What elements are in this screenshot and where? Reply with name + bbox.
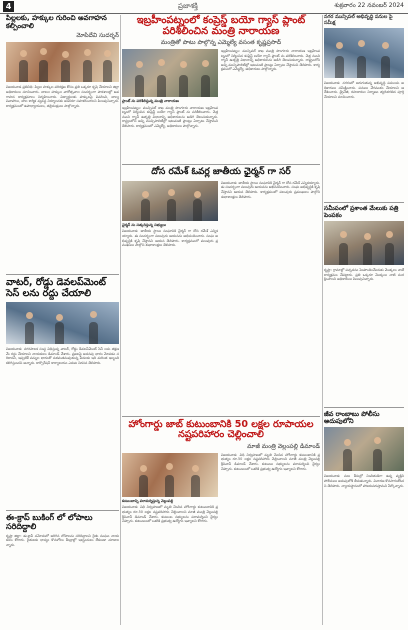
photo-caption: ఛైర్మన్ ను సత్కరిస్తున్న సభ్యులు [122, 222, 167, 227]
lead-subhead: మంత్రితో పాటు పాల్గొన్న ఎమ్మెల్యే వసంత కృష్ణప్రసాద్ [160, 39, 282, 46]
story-body-continued: విజయవాడ: జాతీయ స్థాయి సంఘానికి ఛైర్మన్ గా దోస రమేశ్ ఎన్నికయ్యారు. ఈ సందర్భంగా పలువురు ఆయనను అభినందించారు. సంఘ అభివృద్ధికి కృషి చేస్తానని ఆయన తెలిపారు. కార్యక్రమంలో పలువురు ప్రముఖులు పాల్గొని శుభాకాంక్షలు తెలిపారు. [221, 180, 320, 199]
story-body: విజయవాడ ప్రతినిధి: పిల్లల హక్కుల పరిరక్షణ కోసం ప్రతి ఒక్కరూ కృషి చేయాలని జిల్లా అధికారులు సూచించారు. బాలల హక్కుల వారోత్సవాల సందర్భంగా పాఠశాలల్లో అవగాహన కార్యక్రమాలు నిర్వహించారు. విద్యార్థులకు హక్కులపై వివరించి, బాల్య వివాహాలు, బాల కార్మిక వ్యవస్థ నిర్మూలనకు అందరూ సహకరించాలని పిలుపునిచ్చారు. కార్యక్రమంలో ఉపాధ్యాయులు, తల్లిదండ్రులు పాల్గొన్నారు. [6, 85, 119, 108]
news-photo [324, 427, 404, 471]
story-body: విజయవాడ: విధి నిర్వహణలో మృతి చెందిన హోంగార్డు కుటుంబానికి ప్రభుత్వం రూ.50 లక్షల నష్టపరిహారం చెల్లించాలని మాజీ మంత్రి వెల్లంపల్లి శ్రీనివాస్ డిమాండ్ చేశారు. కుటుంబ సభ్యులను పరామర్శించి ధైర్యం చెప్పారు. కుటుంబంలో ఒకరికి ప్రభుత్వ ఉద్యోగం ఇవ్వాలని కోరారు. [122, 505, 218, 524]
page-number: 4 [3, 1, 14, 12]
column-divider [322, 15, 323, 625]
story-body: విజయవాడ: పలు కేసుల్లో నిందితుడిగా ఉన్న వ్యక్తిని పోలీసులు అదుపులోకి తీసుకున్నారు. విచారణ కొనసాగుతోందని తెలిపారు. న్యాయస్థానంలో హాజరుపరుస్తామని పేర్కొన్నారు. [324, 474, 404, 488]
story-headline: వాటర్, రోడ్డు డెవలప్‌మెంట్ సెస్ లను రద్దు చేయాలి [6, 277, 106, 299]
story-body-continued: ఇబ్రహీంపట్నం: మున్సిపల్ శాఖ మంత్రి పొంగూరు నారాయణ ఇబ్రహీంపట్నంలో నిర్మించిన కంప్రెస్డ్ బయో గ్యాస్ ప్లాంట్ ను పరిశీలించారు. చెత్త నుంచి గ్యాస్ ఉత్పత్తి విధానాన్ని అధికారులను అడిగి తెలుసుకున్నారు. రాష్ట్రంలోని అన్ని మున్సిపాలిటీల్లో ఇటువంటి ప్లాంట్లు ఏర్పాటు చేస్తామని తెలిపారు. కార్యక్రమంలో ఎమ్మెల్యే, అధికారులు పాల్గొన్నారు. [221, 49, 320, 72]
news-photo [122, 49, 218, 97]
story-body: విజయవాడ: నగరపాలక సంస్థ విధిస్తున్న వాటర్, రోడ్డు డెవలప్‌మెంట్ సెస్ లను తక్షణమే రద్దు చేయాలని నాయకులు డిమాండ్ చేశారు. ప్రజలపై అదనపు భారం మోపడం సరికాదని, ఇప్పటికే పన్నుల భారంతో సతమతమవుతున్న పేదలకు ఇది మరింత ఇబ్బంది కలిగిస్తుందని అన్నారు. కార్పొరేషన్ కార్యాలయం ఎదుట నిరసన తెలిపారు. [6, 347, 119, 366]
dateline: శుక్రవారం 22 నవంబర్ 2024 [334, 2, 404, 9]
page-header [0, 0, 408, 14]
story-headline: ఈ-క్రాప్ బుకింగ్ లో లోపాలు సరిదిద్దాలి [6, 513, 93, 532]
story-subhead: మాజీ మంత్రి వెల్లంపల్లి డిమాండ్ [247, 442, 320, 450]
column-divider [120, 15, 121, 625]
story-headline: సమీపంలో ప్రశాంత మేలుకు పత్రి పెంపకం [324, 205, 399, 219]
story-body-continued: విజయవాడ: విధి నిర్వహణలో మృతి చెందిన హోంగార్డు కుటుంబానికి ప్రభుత్వం రూ.50 లక్షల నష్టపరిహారం చెల్లించాలని మాజీ మంత్రి వెల్లంపల్లి శ్రీనివాస్ డిమాండ్ చేశారు. కుటుంబ సభ్యులను పరామర్శించి ధైర్యం చెప్పారు. కుటుంబంలో ఒకరికి ప్రభుత్వ ఉద్యోగం ఇవ్వాలని కోరారు. [221, 452, 320, 471]
story-body: కృష్ణా జిల్లా: ఈ-క్రాప్ నమోదులో జరిగిన లోపాలను సరిదిద్దాలని రైతు సంఘం నాయకులు కోరారు. రైతులకు ధాన్యం కొనుగోలు కేంద్రాల్లో ఇబ్బందులు లేకుండా చూడాలన్నారు. [6, 533, 119, 548]
middle-column [122, 15, 320, 577]
news-photo [324, 221, 404, 265]
story-headline: పిల్లలకు, హక్కుల గురించి అవగాహన కల్పించాలి [6, 14, 107, 30]
story-banner: నగర మున్సిపల్ అభివృద్ధి పనుల పై సమీక్ష [324, 14, 393, 26]
story-body: కృష్ణా: గ్రామాల్లో పచ్చదనం పెంపొందించేందుకు మొక్కలు నాటే కార్యక్రమం చేపట్టారు. ప్రతి ఒక్కరూ మొక్కలు నాటి సంరక్షించాలని అధికారులు పిలుపునిచ్చారు. [324, 268, 404, 282]
news-photo [6, 302, 119, 344]
story-headline: జీవ రాంబాబు పోలీసు అదుపులోని [324, 410, 380, 426]
story-byline: మోపిదేవి సుదర్శన్ [76, 32, 119, 40]
news-photo [122, 181, 218, 221]
story-body: విజయవాడ: నగరంలో జరుగుతున్న అభివృద్ధి పనులను అధికారులు సమీక్షించారు. పనులు వేగవంతం చేయాలని ఆదేశించారు. డ్రైనేజీ, రహదారుల నిర్మాణం త్వరితగతిన పూర్తి చేయాలని సూచించారు. [324, 81, 404, 99]
masthead: ప్రజాశక్తి [178, 2, 198, 10]
story-body: ఇబ్రహీంపట్నం: మున్సిపల్ శాఖ మంత్రి పొంగూరు నారాయణ ఇబ్రహీంపట్నంలో నిర్మించిన కంప్రెస్డ్ బయో గ్యాస్ ప్లాంట్ ను పరిశీలించారు. చెత్త నుంచి గ్యాస్ ఉత్పత్తి విధానాన్ని అధికారులను అడిగి తెలుసుకున్నారు. రాష్ట్రంలోని అన్ని మున్సిపాలిటీల్లో ఇటువంటి ప్లాంట్లు ఏర్పాటు చేస్తామని తెలిపారు. కార్యక్రమంలో ఎమ్మెల్యే, అధికారులు పాల్గొన్నారు. [122, 105, 218, 128]
story-headline: హోంగార్డు జాబ్ కుటుంబానికి 50 లక్షల రూపాయల నష్టపరిహారం చెల్లించాలి [128, 418, 314, 441]
story-body: విజయవాడ: జాతీయ స్థాయి సంఘానికి ఛైర్మన్ గా దోస రమేశ్ ఎన్నికయ్యారు. ఈ సందర్భంగా పలువురు ఆయనను అభినందించారు. సంఘ అభివృద్ధికి కృషి చేస్తానని ఆయన తెలిపారు. కార్యక్రమంలో పలువురు ప్రముఖులు పాల్గొని శుభాకాంక్షలు తెలిపారు. [122, 229, 218, 248]
news-photo [6, 42, 119, 82]
right-column [324, 15, 404, 590]
story-headline: దోస రమేశ్ ఓవర్ల జాతీయ ఛైర్మన్ గా సర్ [151, 167, 291, 177]
photo-caption: ప్లాంట్ ను పరిశీలిస్తున్న మంత్రి నారాయణ [122, 99, 179, 103]
lead-headline: ఇబ్రహీంపట్నంలో కంప్రెస్డ్ బయో గ్యాస్ ప్లాంట్ పరిశీలించిన మంత్రి నారాయణ [136, 15, 306, 37]
left-column [6, 15, 119, 598]
news-photo [324, 28, 404, 78]
photo-caption: కుటుంబాన్ని పరామర్శిస్తున్న వెల్లంపల్లి [122, 498, 174, 503]
news-photo [122, 453, 218, 497]
